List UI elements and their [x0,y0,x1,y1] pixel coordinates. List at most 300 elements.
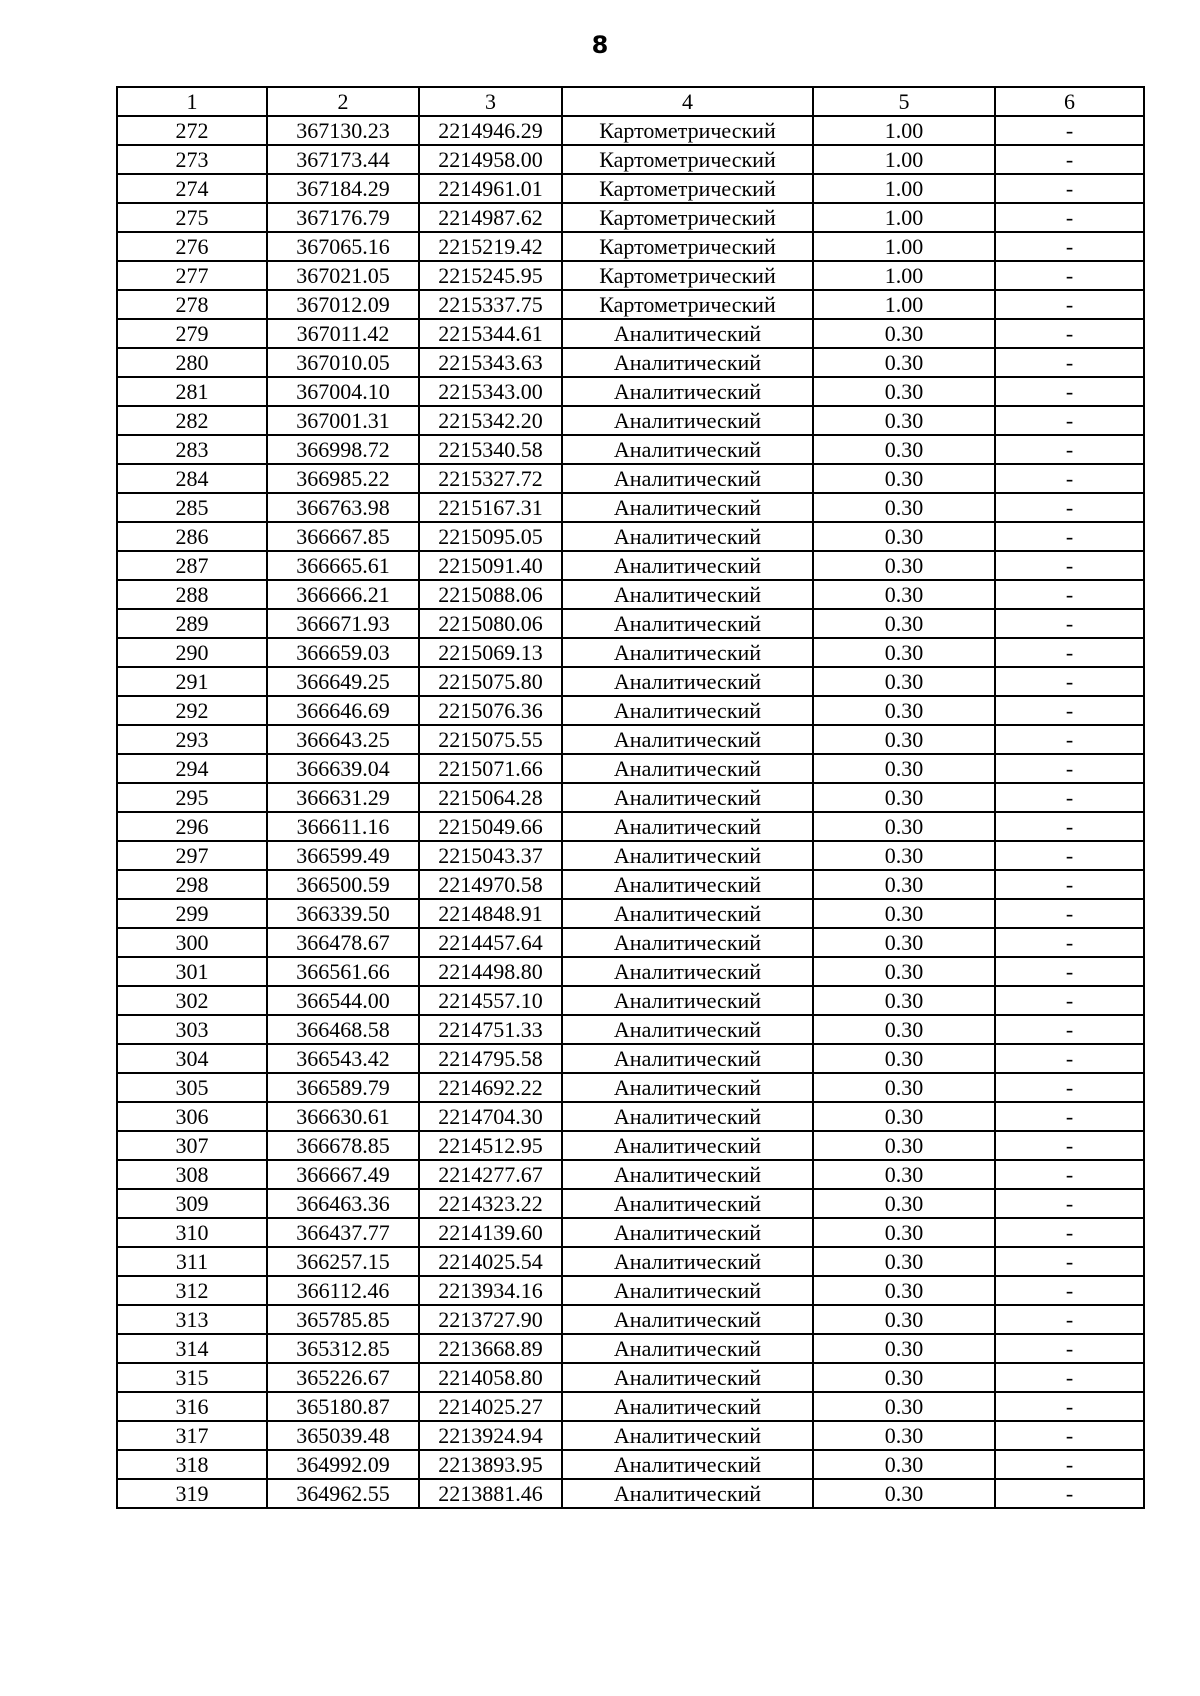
note-cell: - [995,1392,1144,1421]
y-coordinate-cell: 2215075.80 [419,667,562,696]
note-cell: - [995,783,1144,812]
table-row [117,1392,1144,1421]
note-cell: - [995,116,1144,145]
method-cell: Аналитический [562,464,813,493]
x-coordinate-cell: 366599.49 [267,841,419,870]
table-row [117,1450,1144,1479]
y-coordinate-cell: 2215088.06 [419,580,562,609]
method-cell: Аналитический [562,406,813,435]
x-coordinate-cell: 366666.21 [267,580,419,609]
y-coordinate-cell: 2213881.46 [419,1479,562,1508]
y-coordinate-cell: 2214457.64 [419,928,562,957]
note-cell: - [995,435,1144,464]
table-row [117,1044,1144,1073]
accuracy-cell: 0.30 [813,580,995,609]
point-number-cell: 314 [117,1334,267,1363]
table-row [117,406,1144,435]
accuracy-cell: 0.30 [813,899,995,928]
x-coordinate-cell: 366643.25 [267,725,419,754]
accuracy-cell: 0.30 [813,493,995,522]
x-coordinate-cell: 366665.61 [267,551,419,580]
note-cell: - [995,377,1144,406]
note-cell: - [995,1276,1144,1305]
method-cell: Аналитический [562,1073,813,1102]
point-number-cell: 277 [117,261,267,290]
table-row [117,1160,1144,1189]
method-cell: Аналитический [562,377,813,406]
y-coordinate-cell: 2214692.22 [419,1073,562,1102]
accuracy-cell: 0.30 [813,609,995,638]
accuracy-cell: 0.30 [813,638,995,667]
accuracy-cell: 0.30 [813,1160,995,1189]
point-number-cell: 319 [117,1479,267,1508]
table-row [117,435,1144,464]
x-coordinate-cell: 366631.29 [267,783,419,812]
method-cell: Аналитический [562,812,813,841]
point-number-cell: 303 [117,1015,267,1044]
accuracy-cell: 0.30 [813,319,995,348]
note-cell: - [995,1334,1144,1363]
method-cell: Аналитический [562,1421,813,1450]
x-coordinate-cell: 366257.15 [267,1247,419,1276]
point-number-cell: 305 [117,1073,267,1102]
accuracy-cell: 0.30 [813,986,995,1015]
y-coordinate-cell: 2214025.54 [419,1247,562,1276]
column-header: 4 [562,87,813,116]
note-cell: - [995,1189,1144,1218]
y-coordinate-cell: 2215340.58 [419,435,562,464]
y-coordinate-cell: 2214958.00 [419,145,562,174]
table-row [117,667,1144,696]
y-coordinate-cell: 2214795.58 [419,1044,562,1073]
table-row [117,464,1144,493]
method-cell: Аналитический [562,1015,813,1044]
note-cell: - [995,232,1144,261]
note-cell: - [995,1160,1144,1189]
y-coordinate-cell: 2215327.72 [419,464,562,493]
note-cell: - [995,986,1144,1015]
point-number-cell: 307 [117,1131,267,1160]
accuracy-cell: 0.30 [813,348,995,377]
accuracy-cell: 0.30 [813,783,995,812]
table-row [117,986,1144,1015]
method-cell: Картометрический [562,145,813,174]
table-row [117,580,1144,609]
note-cell: - [995,551,1144,580]
accuracy-cell: 0.30 [813,1392,995,1421]
note-cell: - [995,580,1144,609]
x-coordinate-cell: 366112.46 [267,1276,419,1305]
table-row [117,261,1144,290]
y-coordinate-cell: 2215342.20 [419,406,562,435]
x-coordinate-cell: 367184.29 [267,174,419,203]
note-cell: - [995,522,1144,551]
point-number-cell: 287 [117,551,267,580]
table-row [117,754,1144,783]
method-cell: Аналитический [562,1334,813,1363]
table-header-row [117,87,1144,116]
y-coordinate-cell: 2214139.60 [419,1218,562,1247]
note-cell: - [995,1015,1144,1044]
accuracy-cell: 0.30 [813,1131,995,1160]
point-number-cell: 313 [117,1305,267,1334]
point-number-cell: 299 [117,899,267,928]
x-coordinate-cell: 366646.69 [267,696,419,725]
point-number-cell: 279 [117,319,267,348]
note-cell: - [995,1218,1144,1247]
note-cell: - [995,348,1144,377]
point-number-cell: 290 [117,638,267,667]
method-cell: Аналитический [562,1305,813,1334]
y-coordinate-cell: 2214498.80 [419,957,562,986]
method-cell: Аналитический [562,319,813,348]
method-cell: Аналитический [562,783,813,812]
accuracy-cell: 0.30 [813,1363,995,1392]
x-coordinate-cell: 366463.36 [267,1189,419,1218]
method-cell: Картометрический [562,261,813,290]
accuracy-cell: 0.30 [813,1334,995,1363]
note-cell: - [995,667,1144,696]
y-coordinate-cell: 2215344.61 [419,319,562,348]
method-cell: Аналитический [562,1189,813,1218]
note-cell: - [995,290,1144,319]
point-number-cell: 294 [117,754,267,783]
note-cell: - [995,725,1144,754]
note-cell: - [995,812,1144,841]
table-row [117,725,1144,754]
y-coordinate-cell: 2215219.42 [419,232,562,261]
accuracy-cell: 1.00 [813,203,995,232]
accuracy-cell: 0.30 [813,464,995,493]
table-row [117,1479,1144,1508]
accuracy-cell: 1.00 [813,174,995,203]
y-coordinate-cell: 2215337.75 [419,290,562,319]
y-coordinate-cell: 2214277.67 [419,1160,562,1189]
point-number-cell: 278 [117,290,267,319]
x-coordinate-cell: 367012.09 [267,290,419,319]
y-coordinate-cell: 2215071.66 [419,754,562,783]
table-row [117,957,1144,986]
table-row [117,812,1144,841]
accuracy-cell: 0.30 [813,1073,995,1102]
point-number-cell: 293 [117,725,267,754]
note-cell: - [995,1363,1144,1392]
x-coordinate-cell: 367001.31 [267,406,419,435]
y-coordinate-cell: 2214946.29 [419,116,562,145]
accuracy-cell: 1.00 [813,116,995,145]
note-cell: - [995,1450,1144,1479]
table-row [117,522,1144,551]
y-coordinate-cell: 2215049.66 [419,812,562,841]
accuracy-cell: 0.30 [813,406,995,435]
y-coordinate-cell: 2215167.31 [419,493,562,522]
accuracy-cell: 0.30 [813,1015,995,1044]
table-row [117,290,1144,319]
point-number-cell: 284 [117,464,267,493]
point-number-cell: 311 [117,1247,267,1276]
column-header: 1 [117,87,267,116]
x-coordinate-cell: 366639.04 [267,754,419,783]
accuracy-cell: 0.30 [813,435,995,464]
table-row [117,1189,1144,1218]
accuracy-cell: 1.00 [813,232,995,261]
table-row [117,928,1144,957]
point-number-cell: 274 [117,174,267,203]
method-cell: Аналитический [562,1479,813,1508]
table-row [117,377,1144,406]
method-cell: Аналитический [562,435,813,464]
x-coordinate-cell: 367176.79 [267,203,419,232]
accuracy-cell: 0.30 [813,377,995,406]
point-number-cell: 292 [117,696,267,725]
accuracy-cell: 0.30 [813,1189,995,1218]
note-cell: - [995,1102,1144,1131]
point-number-cell: 302 [117,986,267,1015]
point-number-cell: 312 [117,1276,267,1305]
method-cell: Аналитический [562,725,813,754]
y-coordinate-cell: 2214512.95 [419,1131,562,1160]
method-cell: Картометрический [562,116,813,145]
accuracy-cell: 0.30 [813,812,995,841]
table-row [117,1421,1144,1450]
note-cell: - [995,203,1144,232]
note-cell: - [995,1305,1144,1334]
note-cell: - [995,870,1144,899]
note-cell: - [995,638,1144,667]
x-coordinate-cell: 366500.59 [267,870,419,899]
point-number-cell: 306 [117,1102,267,1131]
accuracy-cell: 0.30 [813,1044,995,1073]
y-coordinate-cell: 2214751.33 [419,1015,562,1044]
x-coordinate-cell: 366667.49 [267,1160,419,1189]
point-number-cell: 288 [117,580,267,609]
method-cell: Аналитический [562,1218,813,1247]
x-coordinate-cell: 366998.72 [267,435,419,464]
table-row [117,493,1144,522]
y-coordinate-cell: 2213727.90 [419,1305,562,1334]
point-number-cell: 272 [117,116,267,145]
table-row [117,1102,1144,1131]
accuracy-cell: 0.30 [813,522,995,551]
y-coordinate-cell: 2213934.16 [419,1276,562,1305]
table-row [117,1131,1144,1160]
method-cell: Аналитический [562,899,813,928]
y-coordinate-cell: 2215069.13 [419,638,562,667]
point-number-cell: 304 [117,1044,267,1073]
note-cell: - [995,957,1144,986]
accuracy-cell: 0.30 [813,957,995,986]
method-cell: Аналитический [562,348,813,377]
method-cell: Аналитический [562,522,813,551]
point-number-cell: 281 [117,377,267,406]
table-row [117,870,1144,899]
x-coordinate-cell: 366985.22 [267,464,419,493]
point-number-cell: 300 [117,928,267,957]
y-coordinate-cell: 2214704.30 [419,1102,562,1131]
table-row [117,609,1144,638]
table-row [117,551,1144,580]
y-coordinate-cell: 2215343.63 [419,348,562,377]
accuracy-cell: 0.30 [813,1305,995,1334]
note-cell: - [995,1131,1144,1160]
point-number-cell: 316 [117,1392,267,1421]
table-row [117,174,1144,203]
note-cell: - [995,493,1144,522]
method-cell: Аналитический [562,754,813,783]
method-cell: Картометрический [562,232,813,261]
column-header: 3 [419,87,562,116]
table-row [117,1334,1144,1363]
accuracy-cell: 0.30 [813,1450,995,1479]
note-cell: - [995,1421,1144,1450]
point-number-cell: 286 [117,522,267,551]
table-row [117,638,1144,667]
accuracy-cell: 0.30 [813,1218,995,1247]
point-number-cell: 296 [117,812,267,841]
x-coordinate-cell: 366589.79 [267,1073,419,1102]
y-coordinate-cell: 2214025.27 [419,1392,562,1421]
accuracy-cell: 1.00 [813,145,995,174]
x-coordinate-cell: 365180.87 [267,1392,419,1421]
y-coordinate-cell: 2214987.62 [419,203,562,232]
method-cell: Аналитический [562,986,813,1015]
method-cell: Картометрический [562,203,813,232]
column-header: 6 [995,87,1144,116]
table-row [117,203,1144,232]
method-cell: Аналитический [562,1160,813,1189]
table-row [117,696,1144,725]
accuracy-cell: 0.30 [813,696,995,725]
method-cell: Аналитический [562,609,813,638]
point-number-cell: 317 [117,1421,267,1450]
accuracy-cell: 0.30 [813,1276,995,1305]
y-coordinate-cell: 2215064.28 [419,783,562,812]
table-body [117,116,1144,1508]
x-coordinate-cell: 367010.05 [267,348,419,377]
method-cell: Аналитический [562,1247,813,1276]
table-row [117,1276,1144,1305]
table-row [117,1305,1144,1334]
accuracy-cell: 0.30 [813,1421,995,1450]
coordinates-table [116,86,1145,1509]
method-cell: Аналитический [562,1044,813,1073]
accuracy-cell: 0.30 [813,1102,995,1131]
note-cell: - [995,1073,1144,1102]
note-cell: - [995,696,1144,725]
y-coordinate-cell: 2213893.95 [419,1450,562,1479]
method-cell: Аналитический [562,1276,813,1305]
point-number-cell: 273 [117,145,267,174]
table-row [117,319,1144,348]
accuracy-cell: 1.00 [813,290,995,319]
x-coordinate-cell: 365785.85 [267,1305,419,1334]
table-row [117,899,1144,928]
point-number-cell: 276 [117,232,267,261]
x-coordinate-cell: 367004.10 [267,377,419,406]
y-coordinate-cell: 2214970.58 [419,870,562,899]
method-cell: Картометрический [562,174,813,203]
point-number-cell: 298 [117,870,267,899]
note-cell: - [995,1479,1144,1508]
x-coordinate-cell: 366649.25 [267,667,419,696]
method-cell: Аналитический [562,928,813,957]
accuracy-cell: 0.30 [813,667,995,696]
note-cell: - [995,928,1144,957]
accuracy-cell: 0.30 [813,551,995,580]
table-row [117,1073,1144,1102]
x-coordinate-cell: 366543.42 [267,1044,419,1073]
x-coordinate-cell: 367021.05 [267,261,419,290]
note-cell: - [995,841,1144,870]
x-coordinate-cell: 366667.85 [267,522,419,551]
note-cell: - [995,1247,1144,1276]
table-row [117,1247,1144,1276]
note-cell: - [995,1044,1144,1073]
x-coordinate-cell: 365039.48 [267,1421,419,1450]
point-number-cell: 280 [117,348,267,377]
point-number-cell: 291 [117,667,267,696]
accuracy-cell: 0.30 [813,1479,995,1508]
accuracy-cell: 0.30 [813,841,995,870]
accuracy-cell: 0.30 [813,870,995,899]
column-header: 5 [813,87,995,116]
method-cell: Аналитический [562,957,813,986]
page-number: 8 [591,31,609,59]
x-coordinate-cell: 365226.67 [267,1363,419,1392]
x-coordinate-cell: 366468.58 [267,1015,419,1044]
table-row [117,116,1144,145]
method-cell: Аналитический [562,870,813,899]
x-coordinate-cell: 367011.42 [267,319,419,348]
method-cell: Аналитический [562,841,813,870]
y-coordinate-cell: 2214058.80 [419,1363,562,1392]
y-coordinate-cell: 2213668.89 [419,1334,562,1363]
accuracy-cell: 0.30 [813,754,995,783]
method-cell: Аналитический [562,696,813,725]
y-coordinate-cell: 2215095.05 [419,522,562,551]
method-cell: Аналитический [562,667,813,696]
table-row [117,348,1144,377]
note-cell: - [995,406,1144,435]
note-cell: - [995,145,1144,174]
accuracy-cell: 0.30 [813,928,995,957]
accuracy-cell: 0.30 [813,1247,995,1276]
table-row [117,1363,1144,1392]
y-coordinate-cell: 2214848.91 [419,899,562,928]
y-coordinate-cell: 2214557.10 [419,986,562,1015]
x-coordinate-cell: 364962.55 [267,1479,419,1508]
x-coordinate-cell: 366544.00 [267,986,419,1015]
x-coordinate-cell: 366671.93 [267,609,419,638]
table-row [117,783,1144,812]
point-number-cell: 297 [117,841,267,870]
y-coordinate-cell: 2215075.55 [419,725,562,754]
x-coordinate-cell: 366611.16 [267,812,419,841]
x-coordinate-cell: 366437.77 [267,1218,419,1247]
point-number-cell: 309 [117,1189,267,1218]
table-row [117,841,1144,870]
method-cell: Аналитический [562,1131,813,1160]
note-cell: - [995,261,1144,290]
x-coordinate-cell: 367065.16 [267,232,419,261]
note-cell: - [995,754,1144,783]
y-coordinate-cell: 2214961.01 [419,174,562,203]
point-number-cell: 315 [117,1363,267,1392]
point-number-cell: 275 [117,203,267,232]
x-coordinate-cell: 366561.66 [267,957,419,986]
column-header: 2 [267,87,419,116]
method-cell: Аналитический [562,580,813,609]
